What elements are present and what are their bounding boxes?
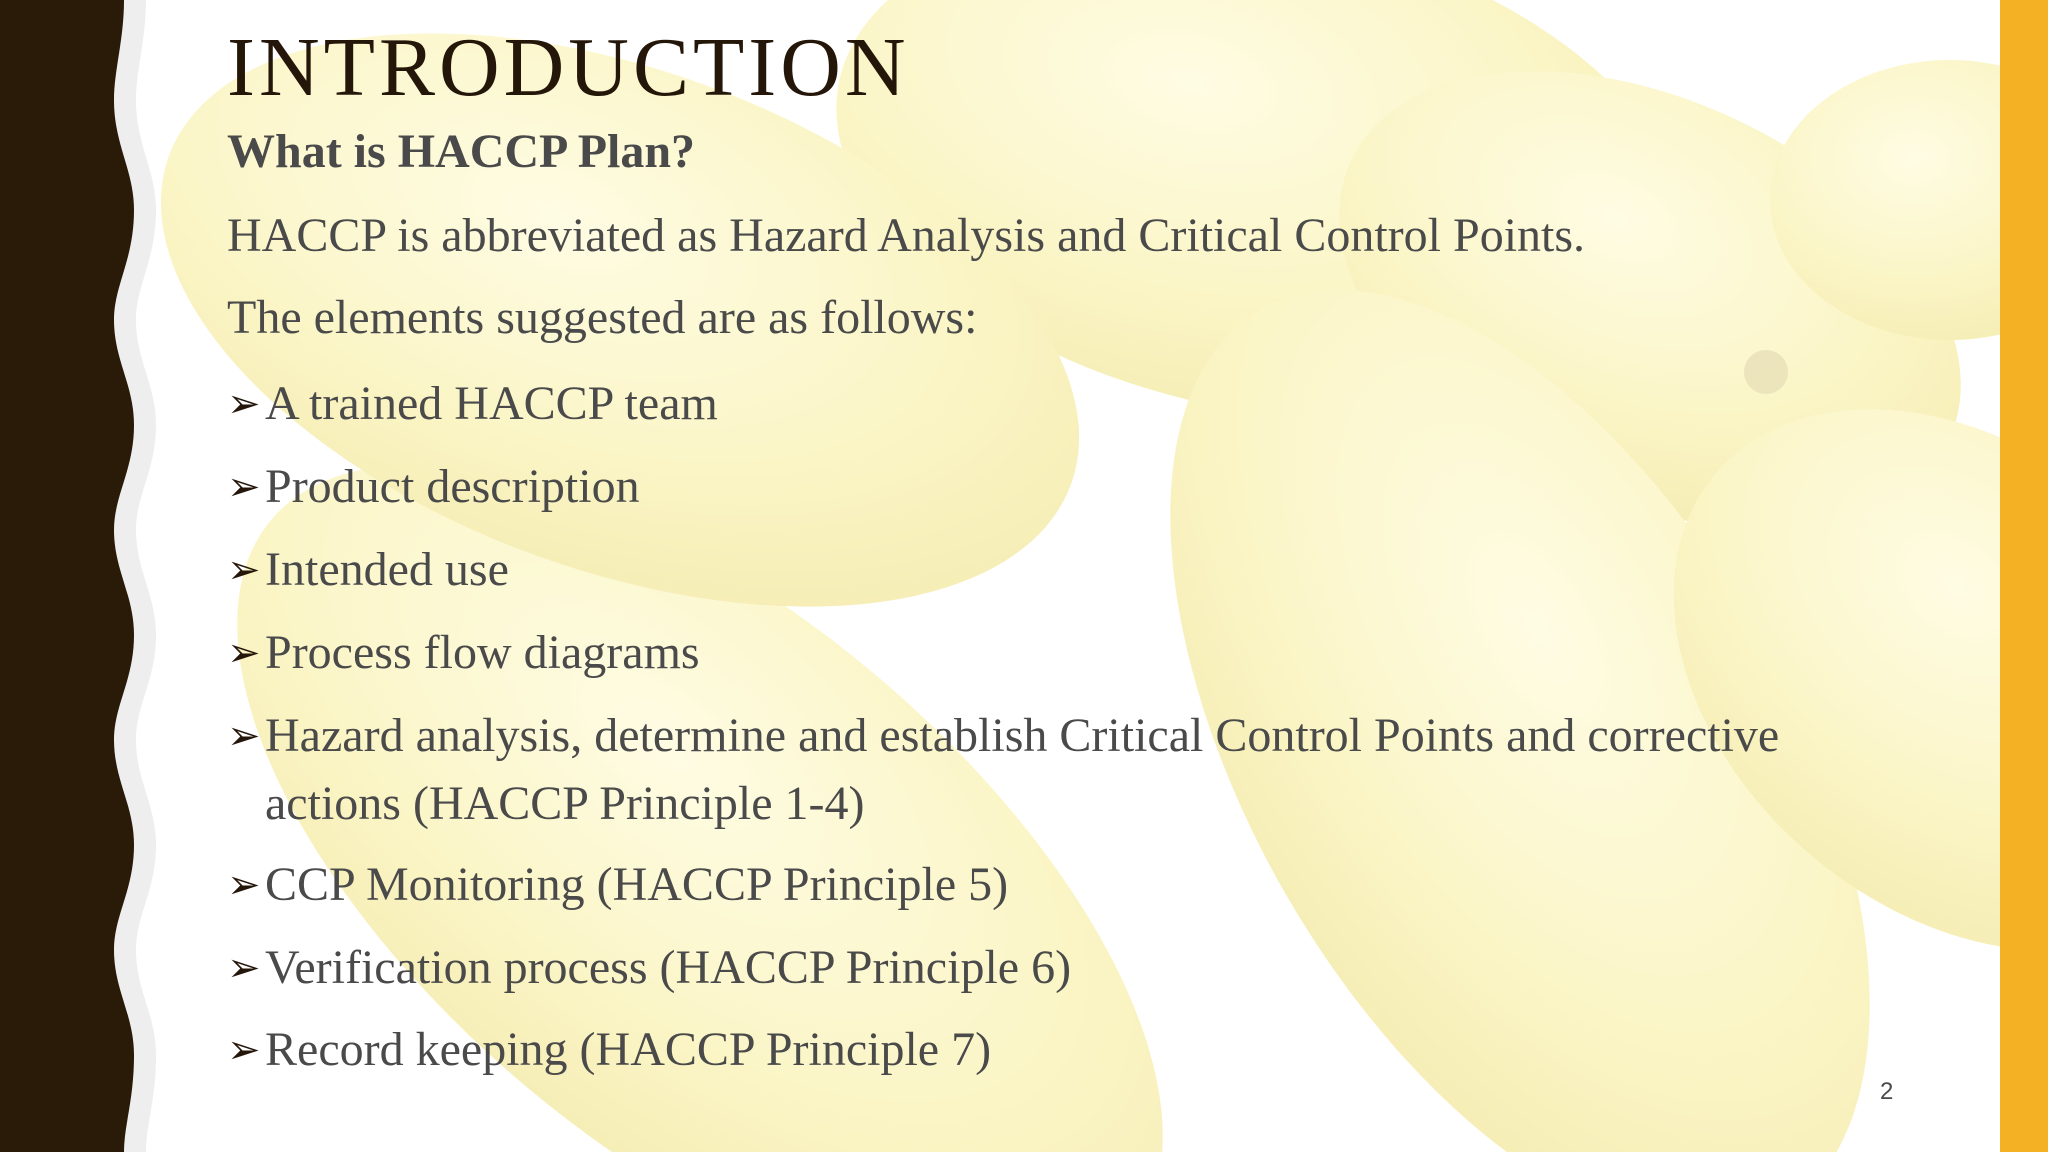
slide-title: INTRODUCTION	[227, 21, 910, 114]
list-item-text: Product description	[265, 460, 640, 513]
dark-wave	[0, 0, 134, 1152]
arrow-bullet-icon: ➢	[227, 945, 261, 991]
arrow-bullet-icon: ➢	[227, 862, 261, 908]
left-wavy-band	[0, 0, 180, 1152]
paragraph: HACCP is abbreviated as Hazard Analysis and Critical Control Points.	[227, 209, 1586, 262]
slide-subtitle: What is HACCP Plan?	[227, 125, 696, 178]
paragraph: The elements suggested are as follows:	[227, 291, 978, 344]
list-item	[227, 370, 1905, 438]
list-item-text: Hazard analysis, determine and establish Critical Control Points and corrective actions (HACCP Principle 1-4)	[265, 709, 1780, 830]
arrow-bullet-icon: ➢	[227, 547, 261, 593]
list-item-text: A trained HACCP team	[265, 377, 718, 430]
arrow-bullet-icon: ➢	[227, 381, 261, 427]
list-item-text: Intended use	[265, 543, 509, 596]
right-accent-bar	[2000, 0, 2048, 1152]
list-item	[227, 1016, 1905, 1084]
arrow-bullet-icon: ➢	[227, 1027, 261, 1073]
list-item	[227, 453, 1905, 521]
arrow-bullet-icon: ➢	[227, 713, 261, 759]
list-item	[227, 702, 1905, 838]
list-item	[227, 934, 1905, 1002]
list-item-text: Verification process (HACCP Principle 6)	[265, 941, 1072, 994]
arrow-bullet-icon: ➢	[227, 630, 261, 676]
list-item-text: CCP Monitoring (HACCP Principle 5)	[265, 858, 1009, 911]
arrow-bullet-icon: ➢	[227, 464, 261, 510]
list-item	[227, 851, 1905, 919]
list-item-text: Record keeping (HACCP Principle 7)	[265, 1023, 992, 1076]
page-number: 2	[1880, 1078, 1894, 1105]
list-item-text: Process flow diagrams	[265, 626, 700, 679]
list-item	[227, 619, 1905, 687]
list-item	[227, 536, 1905, 604]
